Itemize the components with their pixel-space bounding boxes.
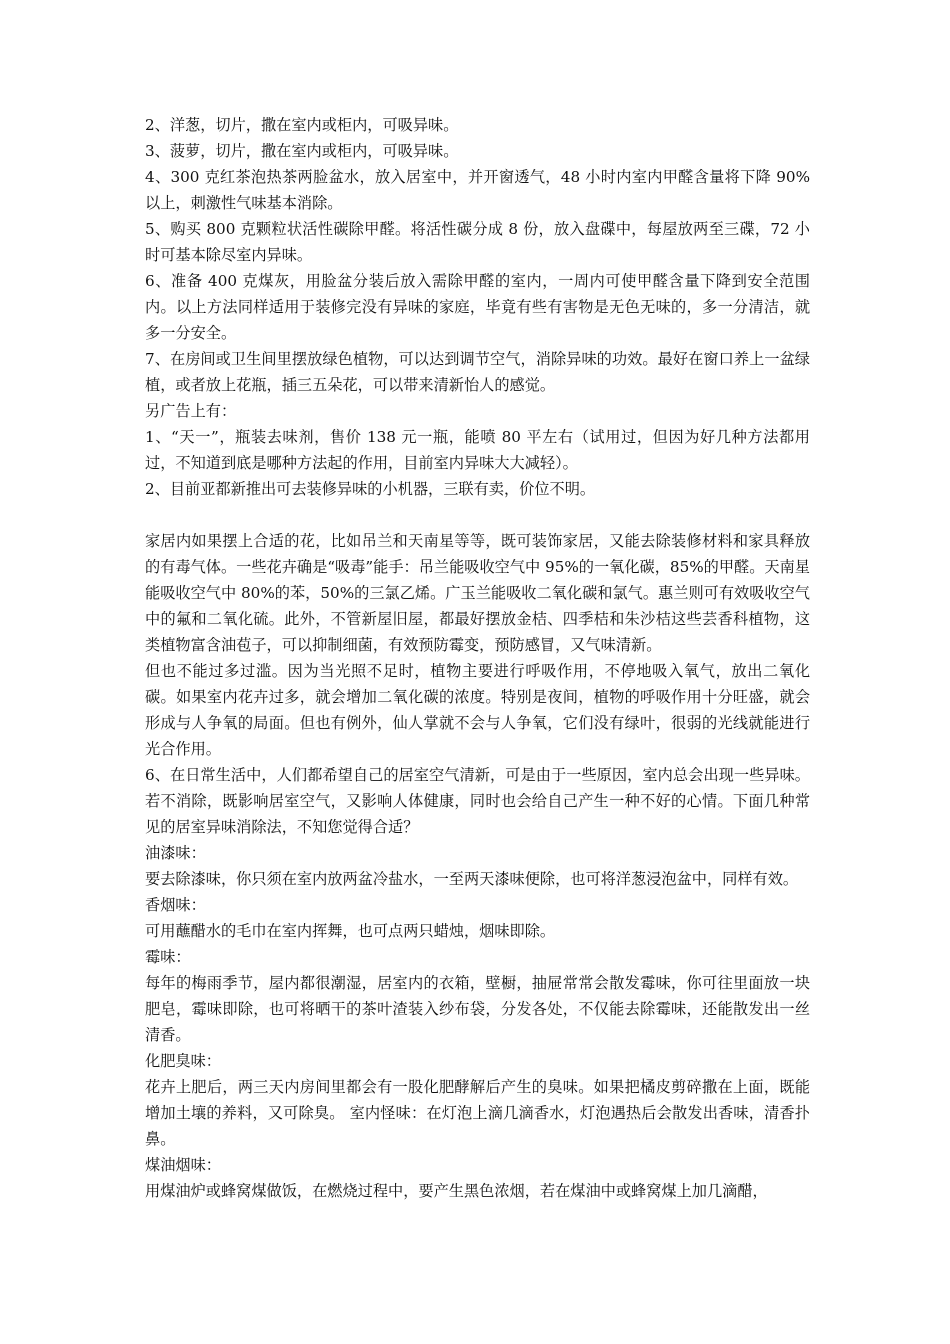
paragraph: 花卉上肥后，两三天内房间里都会有一股化肥酵解后产生的臭味。如果把橘皮剪碎撒在上面，既能增加土壤的养料，又可除臭。 室内怪味：在灯泡上滴几滴香水，灯泡遇热后会散发出香味，清香扑鼻。 — [145, 1078, 810, 1148]
list-item: 3、菠萝，切片，撒在室内或柜内，可吸异味。 — [145, 142, 459, 160]
section-heading: 油漆味： — [145, 844, 206, 862]
section-heading: 香烟味： — [145, 896, 206, 914]
list-item: 5、购买 800 克颗粒状活性碳除甲醛。将活性碳分成 8 份，放入盘碟中，每屋放两至三碟，72 小时可基本除尽室内异味。 — [145, 220, 810, 264]
section-heading: 化肥臭味： — [145, 1052, 221, 1070]
paragraph: 可用蘸醋水的毛巾在室内挥舞，也可点两只蜡烛，烟味即除。 — [145, 922, 556, 940]
section-heading: 煤油烟味： — [145, 1156, 221, 1174]
paragraph: 但也不能过多过滥。因为当光照不足时，植物主要进行呼吸作用，不停地吸入氧气，放出二氧化碳。如果室内花卉过多，就会增加二氧化碳的浓度。特别是夜间，植物的呼吸作用十分旺盛，就会形成与人争氧的局面。但也有例外，仙人掌就不会与人争氧，它们没有绿叶，很弱的光线就能进行光合作用。 — [145, 662, 810, 758]
paragraph: 每年的梅雨季节，屋内都很潮湿，居室内的衣箱，壁橱，抽屉常常会散发霉味，你可往里面放一块肥皂，霉味即除，也可将晒干的茶叶渣装入纱布袋，分发各处，不仅能去除霉味，还能散发出一丝清香。 — [145, 974, 810, 1044]
paragraph: 家居内如果摆上合适的花，比如吊兰和天南星等等，既可装饰家居，又能去除装修材料和家具释放的有毒气体。一些花卉确是“吸毒”能手：吊兰能吸收空气中 95%的一氧化碳，85%的甲醛。天南星能吸收空气中 80%的苯，50%的三氯乙烯。广玉兰能吸收二氧化碳和氯气。惠兰则可有效吸收空气中的氟和二氧化硫。此外，不管新屋旧屋，都最好摆放金桔、四季桔和朱沙桔这些芸香科植物，这类植物富含油苞子，可以抑制细菌，有效预防霉变，预防感冒，又气味清新。 — [145, 532, 810, 654]
paragraph: 用煤油炉或蜂窝煤做饭，在燃烧过程中，要产生黑色浓烟，若在煤油中或蜂窝煤上加几滴醋， — [145, 1182, 768, 1200]
ads-heading: 另广告上有： — [145, 402, 237, 420]
paragraph: 要去除漆味，你只须在室内放两盆冷盐水，一至两天漆味便除，也可将洋葱浸泡盆中，同样有效。 — [145, 870, 799, 888]
paragraph-gap — [145, 502, 810, 528]
list-item: 1、“天一”，瓶装去味剂，售价 138 元一瓶，能喷 80 平左右（试用过，但因为好几种方法都用过，不知道到底是哪种方法起的作用，目前室内异味大大减轻）。 — [145, 428, 810, 472]
list-item: 7、在房间或卫生间里摆放绿色植物，可以达到调节空气，消除异味的功效。最好在窗口养上一盆绿植，或者放上花瓶，插三五朵花，可以带来清新怡人的感觉。 — [145, 350, 810, 394]
list-item: 4、300 克红茶泡热茶两脸盆水，放入居室中，并开窗透气，48 小时内室内甲醛含量将下降 90%以上，刺激性气味基本消除。 — [145, 168, 810, 212]
list-item: 2、目前亚都新推出可去装修异味的小机器，三联有卖，价位不明。 — [145, 480, 596, 498]
document-page — [145, 112, 810, 1204]
paragraph: 6、在日常生活中，人们都希望自己的居室空气清新，可是由于一些原因，室内总会出现一些异味。若不消除，既影响居室空气，又影响人体健康，同时也会给自己产生一种不好的心情。下面几种常见的居室异味消除法，不知您觉得合适？ — [145, 766, 810, 836]
section-heading: 霉味： — [145, 948, 191, 966]
list-item: 6、准备 400 克煤灰，用脸盆分装后放入需除甲醛的室内，一周内可使甲醛含量下降到安全范围内。以上方法同样适用于装修完没有异味的家庭，毕竟有些有害物是无色无味的，多一分清洁，就多一分安全。 — [145, 272, 810, 342]
list-item: 2、洋葱，切片，撒在室内或柜内，可吸异味。 — [145, 116, 459, 134]
